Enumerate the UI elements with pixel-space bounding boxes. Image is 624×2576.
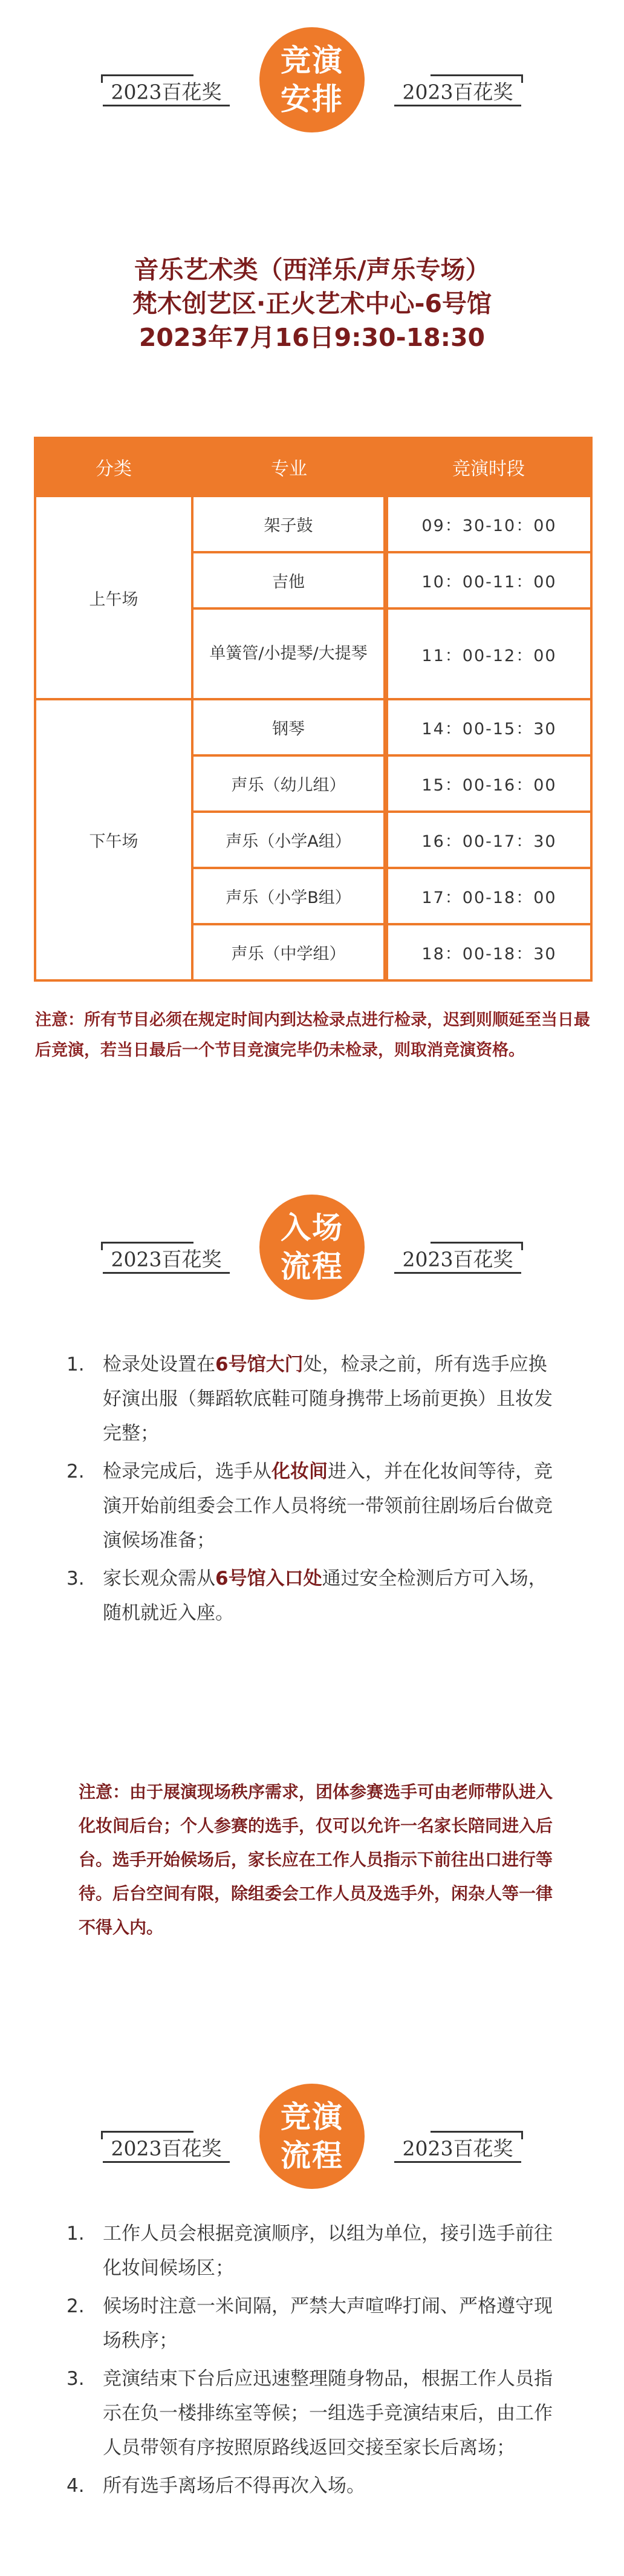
step-text: 检录处设置在 bbox=[103, 1354, 215, 1375]
side-label-left: 2023百花奖 bbox=[111, 80, 222, 104]
list-item bbox=[67, 1348, 562, 1451]
step-highlight: 6号馆入口处 bbox=[215, 1568, 322, 1590]
badge-line-1: 入场 bbox=[281, 1210, 343, 1245]
step-highlight: 6号馆大门 bbox=[215, 1354, 304, 1375]
major-cell: 声乐（中学组） bbox=[192, 924, 386, 980]
list-item bbox=[67, 2362, 562, 2465]
header-major: 专业 bbox=[192, 438, 386, 496]
step-text: 竞演结束下台后应迅速整理随身物品，根据工作人员指示在负一楼排练室等候；一组选手竞演结束后，由工作人员带领有序按照原路线返回交接至家长后离场； bbox=[103, 2368, 553, 2459]
section-header-performance bbox=[0, 2056, 624, 2196]
major-cell: 钢琴 bbox=[192, 699, 386, 755]
section-header-schedule bbox=[0, 0, 624, 139]
step-number: 4. bbox=[67, 2475, 85, 2497]
step-text: 家长观众需从 bbox=[103, 1568, 215, 1590]
step-text: 通过安全检测后方可入场，随机就近入座。 bbox=[103, 1568, 547, 1624]
time-cell: 10：00-11：00 bbox=[386, 552, 591, 608]
time-cell: 11：00-12：00 bbox=[386, 608, 591, 699]
list-item bbox=[67, 1562, 562, 1631]
time-cell: 16：00-17：30 bbox=[386, 812, 591, 868]
step-number: 1. bbox=[67, 2223, 85, 2245]
list-item bbox=[67, 2289, 562, 2358]
side-label-left: 2023百花奖 bbox=[111, 2136, 222, 2160]
major-cell: 单簧管/小提琴/大提琴 bbox=[192, 608, 386, 699]
list-item bbox=[67, 1455, 562, 1558]
step-text: 候场时注意一米间隔，严禁大声喧哗打闹、严格遵守现场秩序； bbox=[103, 2295, 553, 2352]
major-cell: 声乐（小学A组） bbox=[192, 812, 386, 868]
performance-steps bbox=[67, 2217, 562, 2507]
table-row bbox=[35, 496, 591, 552]
side-label-right: 2023百花奖 bbox=[402, 80, 513, 104]
major-cell: 架子鼓 bbox=[192, 496, 386, 552]
time-cell: 18：00-18：30 bbox=[386, 924, 591, 980]
list-item bbox=[67, 2217, 562, 2286]
step-number: 3. bbox=[67, 1568, 85, 1590]
event-info bbox=[0, 253, 624, 354]
schedule-table bbox=[34, 437, 593, 982]
event-datetime: 2023年7月16日9:30-18:30 bbox=[138, 323, 486, 352]
header-category: 分类 bbox=[35, 438, 192, 496]
side-label-left: 2023百花奖 bbox=[111, 1247, 222, 1271]
badge-line-2: 流程 bbox=[281, 1249, 343, 1284]
event-venue: 梵木创艺区·正火艺术中心-6号馆 bbox=[132, 289, 492, 318]
group-afternoon: 下午场 bbox=[35, 699, 192, 980]
side-label-right: 2023百花奖 bbox=[402, 2136, 513, 2160]
step-number: 2. bbox=[67, 1461, 85, 1482]
major-cell: 声乐（小学B组） bbox=[192, 868, 386, 924]
schedule-note: 注意：所有节目必须在规定时间内到达检录点进行检录，迟到则顺延至当日最后竞演，若当日最后一个节目竞演完毕仍未检录，则取消竞演资格。 bbox=[35, 1011, 590, 1060]
table-header-row bbox=[35, 438, 591, 496]
section-badge bbox=[259, 27, 365, 132]
badge-line-2: 流程 bbox=[281, 2138, 343, 2173]
step-number: 1. bbox=[67, 1354, 85, 1375]
event-category: 音乐艺术类（西洋乐/声乐专场） bbox=[134, 255, 490, 284]
step-text: 处，检录之前，所有选手应换好演出服（舞蹈软底鞋可随身携带上场前更换）且妆发完整； bbox=[103, 1354, 553, 1444]
entry-steps bbox=[67, 1348, 562, 1634]
time-cell: 17：00-18：00 bbox=[386, 868, 591, 924]
side-label-right: 2023百花奖 bbox=[402, 1247, 513, 1271]
table-row bbox=[35, 699, 591, 755]
major-cell: 吉他 bbox=[192, 552, 386, 608]
list-item bbox=[67, 2469, 562, 2503]
step-text: 所有选手离场后不得再次入场。 bbox=[103, 2475, 365, 2497]
step-text: 进入，并在化妆间等待，竞演开始前组委会工作人员将统一带领前往剧场后台做竞演候场准备； bbox=[103, 1461, 553, 1551]
step-text: 检录完成后，选手从 bbox=[103, 1461, 271, 1482]
step-text: 工作人员会根据竞演顺序，以组为单位，接引选手前往化妆间候场区； bbox=[103, 2223, 553, 2279]
badge-line-1: 竞演 bbox=[281, 43, 343, 78]
group-morning: 上午场 bbox=[35, 496, 192, 699]
entry-note: 注意：由于展演现场秩序需求，团体参赛选手可由老师带队进入化妆间后台；个人参赛的选手，仅可以允许一名家长陪同进入后台。选手开始候场后，家长应在工作人员指示下前往出口进行等待。后台空间有限，除组委会工作人员及选手外，闲杂人等一律不得入内。 bbox=[79, 1782, 553, 1937]
time-cell: 15：00-16：00 bbox=[386, 755, 591, 812]
section-badge bbox=[259, 1195, 365, 1300]
time-cell: 09：30-10：00 bbox=[386, 496, 591, 552]
section-badge bbox=[259, 2084, 365, 2189]
badge-line-1: 竞演 bbox=[281, 2099, 343, 2134]
major-cell: 声乐（幼儿组） bbox=[192, 755, 386, 812]
header-time: 竞演时段 bbox=[386, 438, 591, 496]
step-highlight: 化妆间 bbox=[271, 1461, 328, 1482]
step-number: 3. bbox=[67, 2368, 85, 2390]
time-cell: 14：00-15：30 bbox=[386, 699, 591, 755]
section-header-entry bbox=[0, 1167, 624, 1306]
step-number: 2. bbox=[67, 2295, 85, 2317]
badge-line-2: 安排 bbox=[281, 82, 343, 117]
